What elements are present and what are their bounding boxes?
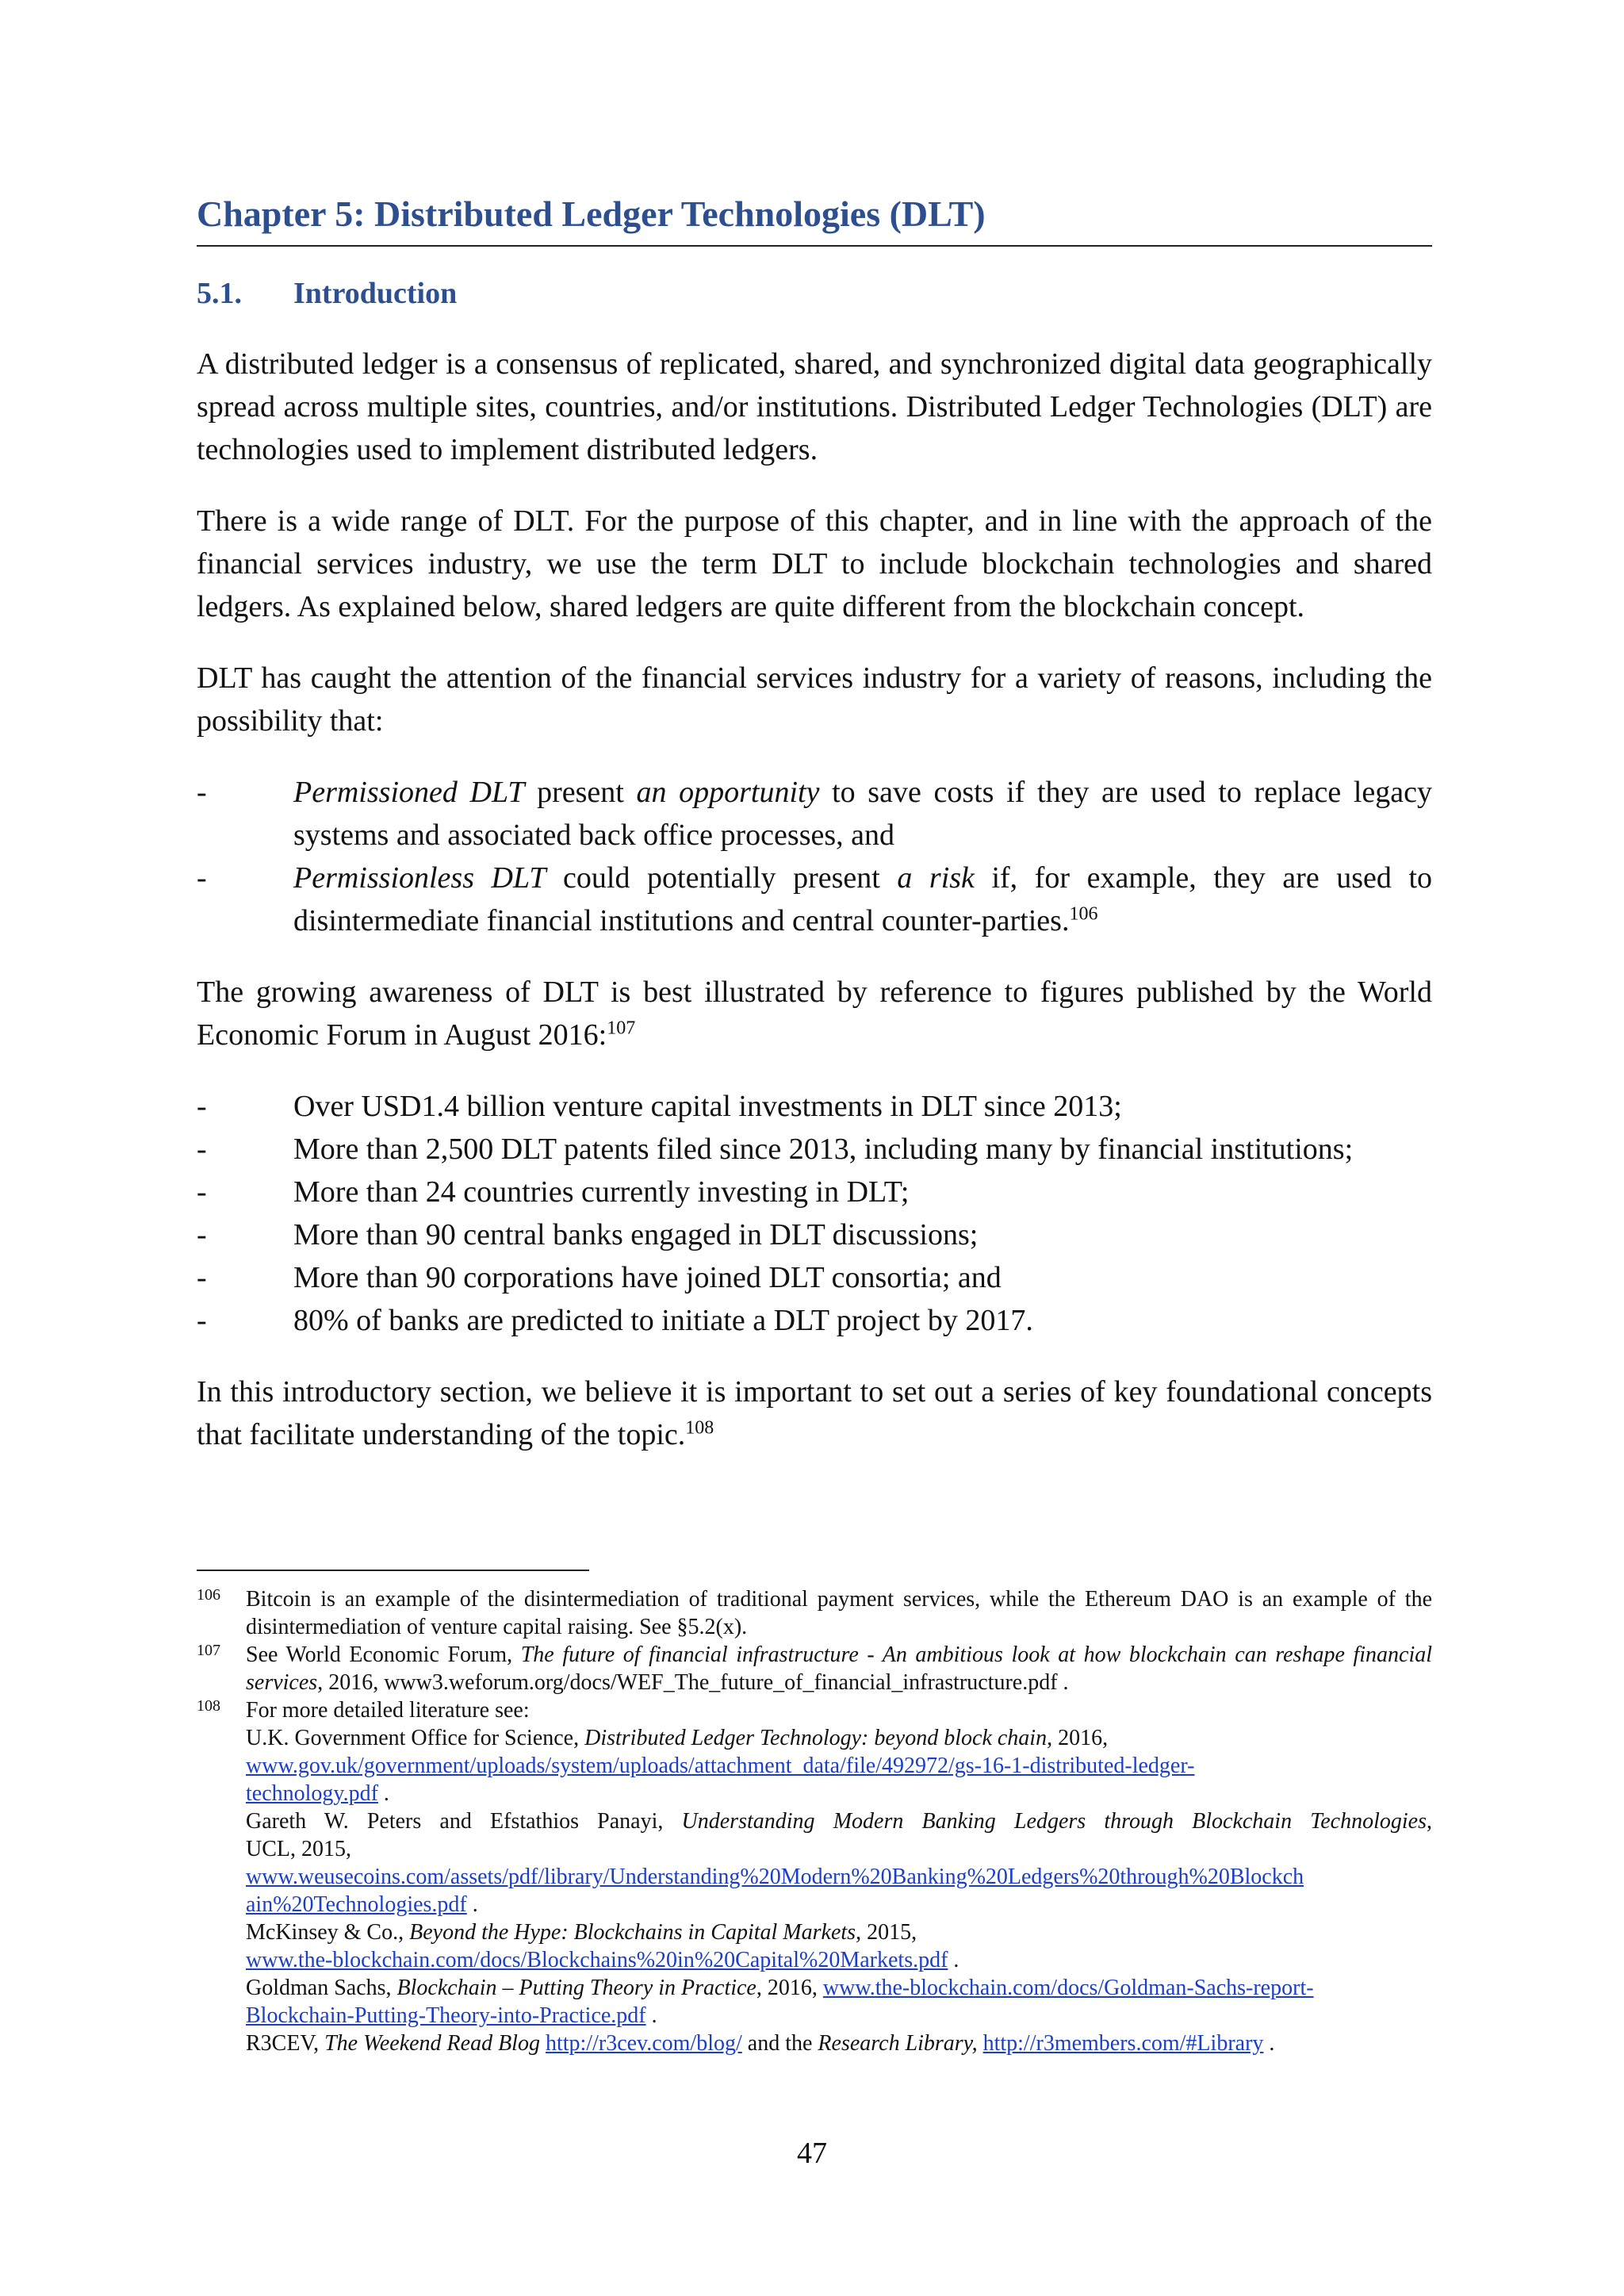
emphasis-risk: a risk <box>897 861 975 895</box>
reference-end-mark: . <box>645 2003 657 2028</box>
dash-marker: - <box>197 861 207 895</box>
reference-2 <box>246 1807 1432 1835</box>
reference-end-mark: . <box>377 1781 389 1806</box>
wef-figures-list <box>197 1085 1432 1342</box>
section-heading <box>197 274 457 313</box>
footnote-text: Bitcoin is an example of the disintermediation of traditional payment services, while the Ethereum DAO is an example of the disintermediation of venture capital raising. See §5.2(x). <box>246 1587 1432 1639</box>
reference-link[interactable]: www.the-blockchain.com/docs/Goldman-Sachs-report- <box>822 1976 1314 2000</box>
reference-2-url-end <box>246 1891 1432 1918</box>
paragraph-introductory <box>197 1370 1432 1456</box>
reference-end-mark: . <box>466 1892 478 1917</box>
dash-marker: - <box>197 1133 207 1166</box>
list-text: More than 2,500 DLT patents filed since 2013, including many by financial institutions; <box>293 1133 1354 1166</box>
reference-3 <box>246 1918 1432 1946</box>
page-number: 47 <box>797 2137 827 2170</box>
footnote-number: 106 <box>197 1586 220 1604</box>
reference-author: U.K. Government Office for Science, <box>246 1726 585 1750</box>
reference-link[interactable]: www.gov.uk/government/uploads/system/uploads/attachment_data/file/492972/gs-16-1-distributed-ledger- <box>246 1754 1195 1778</box>
reference-1-url-end <box>246 1780 1432 1807</box>
list-item <box>197 1299 1432 1342</box>
list-text: could potentially present <box>546 861 898 895</box>
footnote-ref-107[interactable]: 107 <box>607 1018 636 1039</box>
reference-text: and the <box>741 2031 818 2056</box>
list-text: More than 90 corporations have joined DLT consortia; and <box>293 1261 1002 1294</box>
term-permissionless: Permissionless DLT <box>293 861 546 895</box>
reference-4 <box>246 1974 1432 2002</box>
reference-link[interactable]: Blockchain-Putting-Theory-into-Practice.pdf <box>246 2003 646 2028</box>
footnotes <box>197 1585 1432 2057</box>
footnote-separator <box>197 1570 589 1571</box>
dash-marker: - <box>197 776 207 809</box>
reference-year: , 2015, <box>856 1920 917 1945</box>
footnote-text: See World Economic Forum, <box>246 1642 521 1667</box>
reference-end-mark: . <box>1263 2031 1275 2056</box>
reference-4-url-end <box>246 2002 1432 2030</box>
reference-link[interactable]: www.the-blockchain.com/docs/Blockchains%20in%20Capital%20Markets.pdf <box>246 1948 948 1972</box>
footnote-108 <box>197 1696 1432 2057</box>
paragraph-attention: DLT has caught the attention of the financial services industry for a variety of reasons, including the possibility that: <box>197 661 1432 738</box>
footnote-number: 108 <box>197 1697 220 1715</box>
paragraph-text: In this introductory section, we believe it is important to set out a series of key foundational concepts that facilitate understanding of the topic. <box>197 1375 1432 1451</box>
term-permissioned: Permissioned DLT <box>293 776 525 809</box>
footnote-text: , 2016, www3.weforum.org/docs/WEF_The_future_of_financial_infrastructure.pdf . <box>317 1670 1069 1695</box>
list-item <box>197 1171 1432 1213</box>
dash-marker: - <box>197 1261 207 1294</box>
list-text: More than 90 central banks engaged in DLT discussions; <box>293 1218 979 1251</box>
list-item <box>197 857 1432 942</box>
reference-1 <box>246 1724 1432 1752</box>
list-text: More than 24 countries currently investing in DLT; <box>293 1175 910 1209</box>
reference-link[interactable]: technology.pdf <box>246 1781 378 1806</box>
reference-link[interactable]: ain%20Technologies.pdf <box>246 1892 467 1917</box>
list-item <box>197 1256 1432 1299</box>
reference-title: Understanding Modern Banking Ledgers through Blockchain Technologies <box>681 1809 1427 1834</box>
reference-year: , 2016, <box>756 1976 823 2000</box>
list-text: Over USD1.4 billion venture capital investments in DLT since 2013; <box>293 1090 1122 1123</box>
reference-title: Distributed Ledger Technology: beyond block chain <box>584 1726 1048 1750</box>
footnote-ref-106[interactable]: 106 <box>1069 903 1098 925</box>
reference-org: UCL, 2015, <box>246 1837 351 1861</box>
footnote-106 <box>197 1585 1432 1641</box>
reference-author: McKinsey & Co., <box>246 1920 410 1945</box>
reference-title: The Weekend Read Blog <box>324 2031 540 2056</box>
list-text: if, for example, they are used to disintermediate financial institutions and central counter-parties. <box>293 861 1432 937</box>
dash-marker: - <box>197 1090 207 1123</box>
section-title: Introduction <box>293 277 458 310</box>
list-item <box>197 1128 1432 1171</box>
footnote-107 <box>197 1641 1432 1696</box>
emphasis-opportunity: an opportunity <box>636 776 820 809</box>
dash-marker: - <box>197 1304 207 1337</box>
reference-title: Research Library, <box>818 2031 978 2056</box>
reference-author: Goldman Sachs, <box>246 1976 397 2000</box>
section-number: 5.1. <box>197 277 242 310</box>
list-item <box>197 1213 1432 1256</box>
reference-punct: , <box>1426 1809 1432 1834</box>
list-item <box>197 1085 1432 1128</box>
reference-3-url <box>246 1946 1432 1974</box>
list-item <box>197 771 1432 857</box>
reference-link[interactable]: www.weusecoins.com/assets/pdf/library/Understanding%20Modern%20Banking%20Ledgers%20through%20Blockch <box>246 1865 1304 1889</box>
reference-year: , 2016, <box>1047 1726 1109 1750</box>
list-text: present <box>524 776 637 809</box>
footnote-number: 107 <box>197 1642 220 1659</box>
list-text: to save costs if they are used to replace legacy systems and associated back office processes, and <box>293 776 1432 852</box>
dash-marker: - <box>197 1218 207 1251</box>
paragraph-awareness <box>197 971 1432 1056</box>
footnote-title: The future of financial infrastructure - An ambitious look at how blockchain can reshape financial services <box>246 1642 1433 1695</box>
reference-author: R3CEV, <box>246 2031 325 2056</box>
paragraph-text: The growing awareness of DLT is best illustrated by reference to figures published by the World Economic Forum in August 2016: <box>197 976 1432 1052</box>
paragraph-scope: There is a wide range of DLT. For the purpose of this chapter, and in line with the approach of the financial services industry, we use the term DLT to include blockchain technologies and shared ledgers. As explained below, shared ledgers are quite different from the blockchain concept. <box>197 504 1432 623</box>
dash-marker: - <box>197 1175 207 1209</box>
reference-link[interactable]: http://r3members.com/#Library <box>982 2031 1264 2056</box>
chapter-title-rule <box>197 245 1432 247</box>
reference-5 <box>246 2030 1432 2057</box>
footnote-intro: For more detailed literature see: <box>246 1698 530 1723</box>
body-text <box>197 343 1432 1485</box>
reference-link[interactable]: http://r3cev.com/blog/ <box>545 2031 742 2056</box>
reference-author: Gareth W. Peters and Efstathios Panayi, <box>246 1809 682 1834</box>
chapter-title: Chapter 5: Distributed Ledger Technologies (DLT) <box>197 194 986 234</box>
footnote-ref-108[interactable]: 108 <box>685 1417 714 1439</box>
reference-2-url <box>246 1863 1432 1891</box>
list-text: 80% of banks are predicted to initiate a DLT project by 2017. <box>293 1304 1033 1337</box>
reference-end-mark: . <box>948 1948 959 1972</box>
paragraph-definition: A distributed ledger is a consensus of replicated, shared, and synchronized digital data geographically spread across multiple sites, countries, and/or institutions. Distributed Ledger Technologies (DLT) are technologies used to implement distributed ledgers. <box>197 347 1432 466</box>
possibility-list <box>197 771 1432 942</box>
reference-1-url <box>246 1752 1432 1780</box>
reference-title: Blockchain – Putting Theory in Practice <box>396 1976 756 2000</box>
reference-title: Beyond the Hype: Blockchains in Capital Markets <box>409 1920 856 1945</box>
